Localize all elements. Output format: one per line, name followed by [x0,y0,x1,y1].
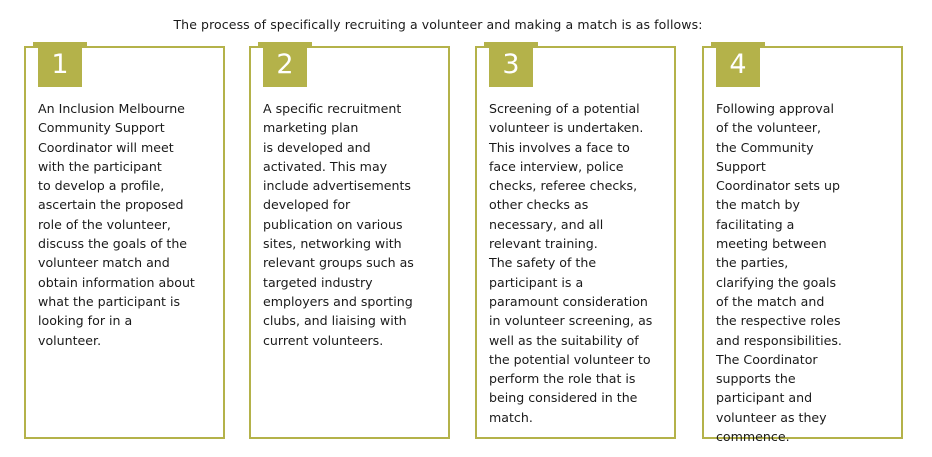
step-number-badge: 1 [38,43,82,87]
step-number-badge: 2 [263,43,307,87]
step-description: An Inclusion Melbourne Community Support Coordinator will meet with the participant to develop a profile, ascertain the proposed role of the volunteer, discuss the goals of the volunteer match and obtain information about what the participant is looking for in a volunteer. [38,101,195,348]
step-description: Following approval of the volunteer, the Community Support Coordinator sets up the match by facilitating a meeting between the parties, clarifying the goals of the match and the respective roles and responsibilities. The Coordinator supports the participant and volunteer as they commence. [716,101,842,445]
step-description: A specific recruitment marketing plan is developed and activated. This may include advertisements developed for publication on various sites, networking with relevant groups such as targeted industry employers and sporting clubs, and liaising with current volunteers. [263,101,414,348]
diagram-title: The process of specifically recruiting a volunteer and making a match is as follows: [173,17,703,32]
step-number-badge: 3 [489,43,533,87]
step-box-4 [702,46,903,445]
step-box-1 [24,46,225,439]
step-box-3 [475,46,676,439]
step-number-badge: 4 [716,43,760,87]
step-box-2 [249,46,450,439]
step-description: Screening of a potential volunteer is undertaken. This involves a face to face interview, police checks, referee checks, other checks as necessary, and all relevant training. The safety of the participant is a paramount consideration in volunteer screening, as well as the suitability of the potential volunteer to perform the role that is being considered in the match. [489,101,653,425]
